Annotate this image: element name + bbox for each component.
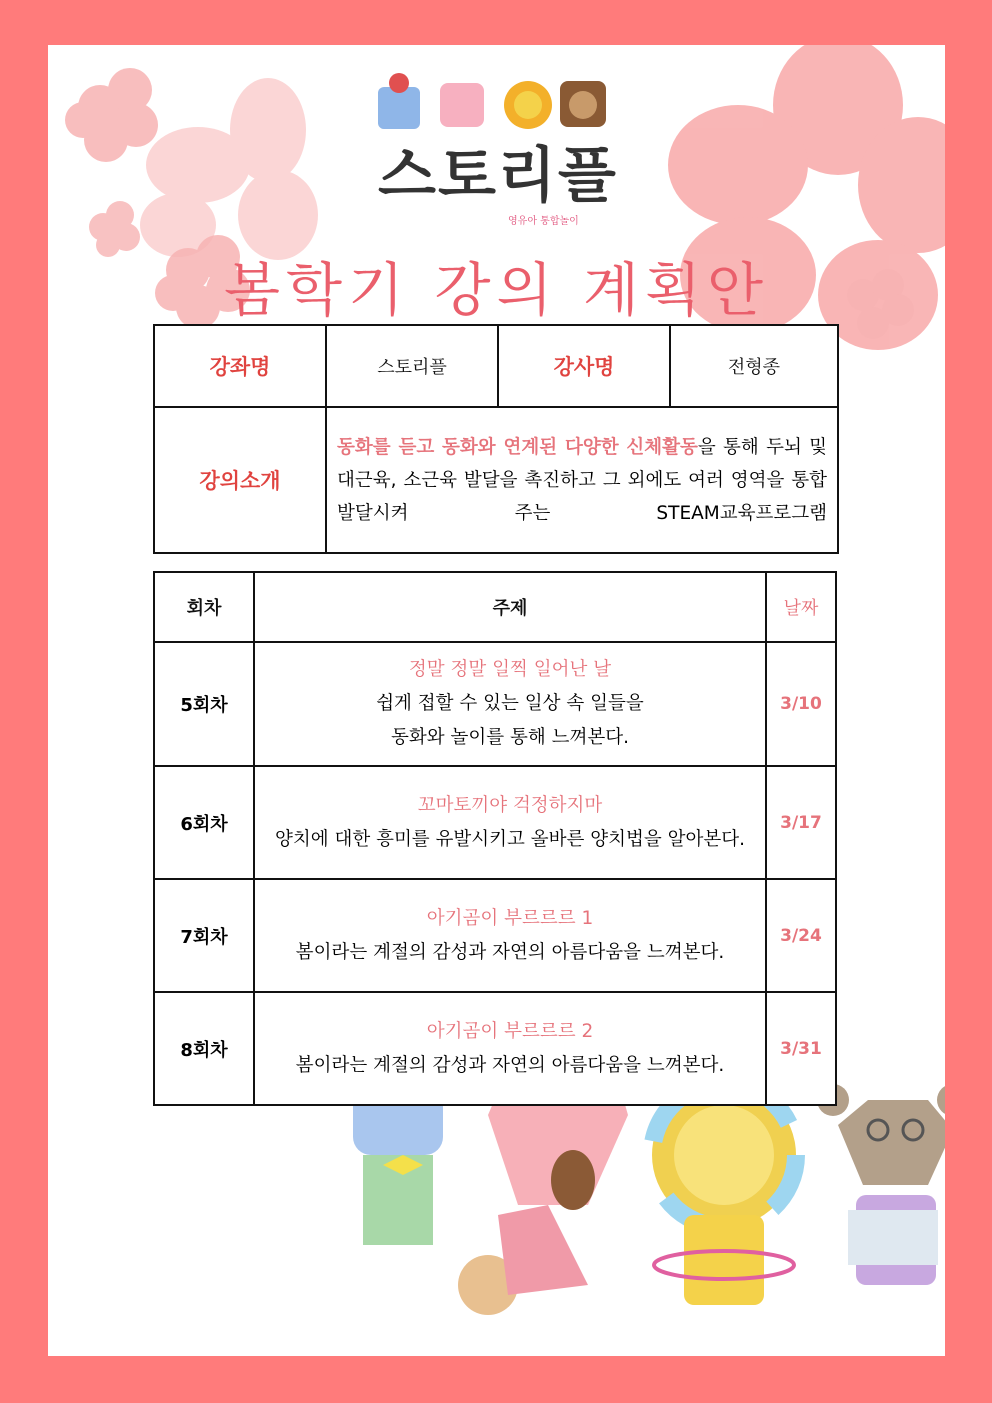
topic-desc-line1: 쉽게 접할 수 있는 일상 속 일들을 (376, 693, 644, 714)
topic-cell (254, 642, 766, 766)
session-date: 3/24 (766, 879, 836, 992)
table-row (154, 992, 836, 1105)
flower-decoration-icon (140, 78, 318, 260)
schedule-table (153, 571, 837, 1106)
flower-decoration-icon (65, 68, 158, 162)
intro-text (326, 407, 838, 553)
topic-cell (254, 992, 766, 1105)
table-row (154, 766, 836, 879)
topic-cell (254, 879, 766, 992)
topic-header: 주제 (254, 572, 766, 642)
session-number: 7회차 (154, 879, 254, 992)
session-number: 5회차 (154, 642, 254, 766)
page-title: 봄학기 강의 계획안 (223, 256, 770, 324)
course-name-label: 강좌명 (154, 325, 326, 407)
intro-label: 강의소개 (154, 407, 326, 553)
storiple-logo (368, 70, 628, 240)
document-page (48, 45, 945, 1356)
session-date: 3/17 (766, 766, 836, 879)
topic-cell (254, 766, 766, 879)
instructor-label: 강사명 (498, 325, 670, 407)
instructor-value: 전형종 (670, 325, 838, 407)
topic-desc-line1: 봄이라는 계절의 감성과 자연의 아름다움을 느껴본다. (295, 941, 725, 963)
table-row (154, 642, 836, 766)
topic-desc-line1: 양치에 대한 흥미를 유발시키고 올바른 양치법을 알아본다. (274, 828, 746, 850)
logo-subtitle: 영유아 통합놀이 (508, 216, 579, 227)
date-header: 날짜 (766, 572, 836, 642)
session-number: 6회차 (154, 766, 254, 879)
session-number: 8회차 (154, 992, 254, 1105)
course-name-value: 스토리플 (326, 325, 498, 407)
topic-desc-line1: 봄이라는 계절의 감성과 자연의 아름다움을 느껴본다. (295, 1054, 725, 1076)
topic-title: 아기곰이 부르르르 2 (426, 1020, 594, 1042)
table-row (154, 879, 836, 992)
session-header: 회차 (154, 572, 254, 642)
logo-text: 스토리플 (378, 141, 618, 211)
topic-title: 꼬마토끼야 걱정하지마 (417, 794, 603, 816)
lion-character-icon (652, 1083, 796, 1305)
topic-title: 아기곰이 부르르르 1 (426, 907, 594, 929)
intro-rest: 을 통해 두뇌 및 대근육, 소근육 발달을 촉진하고 그 외에도 여러 영역을 통합 발달시켜 주는 STEAM교육프로그램 (337, 436, 827, 524)
intro-highlight: 동화를 듣고 동화와 연계된 다양한 신체활동 (337, 436, 698, 458)
session-date: 3/31 (766, 992, 836, 1105)
topic-desc-line2: 동화와 놀이를 통해 느껴본다. (391, 727, 629, 748)
session-date: 3/10 (766, 642, 836, 766)
course-info-table (153, 324, 839, 554)
topic-title: 정말 정말 일찍 일어난 날 (408, 659, 612, 680)
bear-character-icon (817, 1084, 945, 1285)
